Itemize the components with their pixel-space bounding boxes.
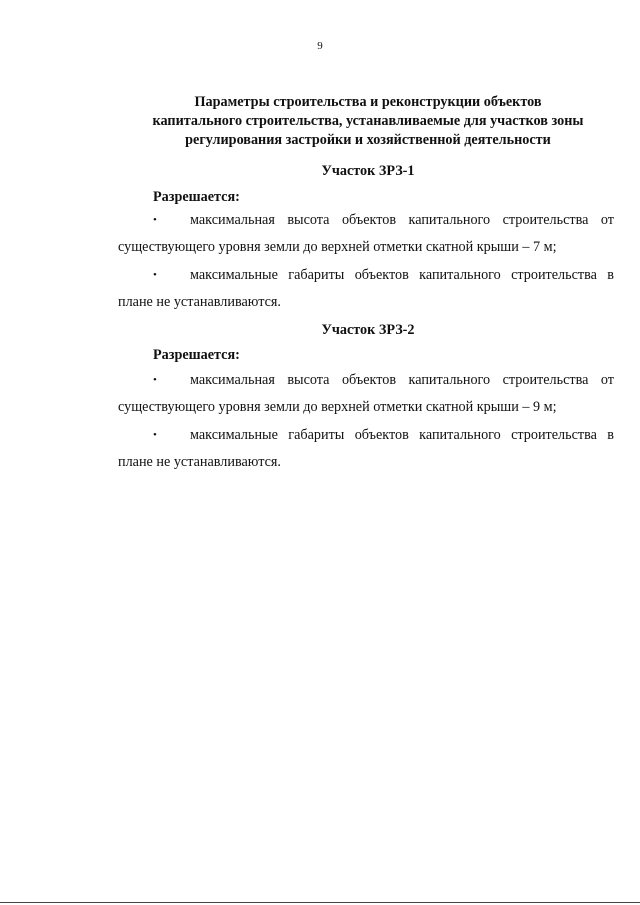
bullet-icon: • bbox=[153, 429, 157, 441]
list-item-continuation: плане не устанавливаются. bbox=[118, 294, 281, 310]
list-item bbox=[118, 262, 614, 316]
list-item-text: максимальные габариты объектов капитального строительства в bbox=[190, 267, 614, 283]
list-item-text: максимальные габариты объектов капитального строительства в bbox=[190, 427, 614, 443]
footer-rule bbox=[0, 902, 640, 903]
page-number: 9 bbox=[317, 40, 323, 52]
permitted-label: Разрешается: bbox=[153, 347, 240, 363]
title-line-3: регулирования застройки и хозяйственной деятельности bbox=[185, 132, 551, 148]
bullet-icon: • bbox=[153, 269, 157, 281]
title-line-1: Параметры строительства и реконструкции объектов bbox=[194, 94, 542, 110]
section-heading-zrz2: Участок ЗРЗ-2 bbox=[321, 322, 415, 338]
list-item-text: максимальная высота объектов капитального строительства от bbox=[190, 212, 614, 228]
document-title bbox=[118, 93, 618, 150]
list-item-text: максимальная высота объектов капитального строительства от bbox=[190, 372, 614, 388]
bullet-icon: • bbox=[153, 374, 157, 386]
list-item bbox=[118, 207, 614, 261]
list-item-continuation: существующего уровня земли до верхней отметки скатной крыши – 9 м; bbox=[118, 399, 557, 415]
list-item bbox=[118, 422, 614, 476]
permitted-label: Разрешается: bbox=[153, 189, 240, 205]
title-line-2: капитального строительства, устанавливаемые для участков зоны bbox=[152, 113, 584, 129]
section-heading-zrz1: Участок ЗРЗ-1 bbox=[321, 163, 415, 179]
list-item-continuation: существующего уровня земли до верхней отметки скатной крыши – 7 м; bbox=[118, 239, 557, 255]
bullet-icon: • bbox=[153, 214, 157, 226]
list-item-continuation: плане не устанавливаются. bbox=[118, 454, 281, 470]
list-item bbox=[118, 367, 614, 421]
